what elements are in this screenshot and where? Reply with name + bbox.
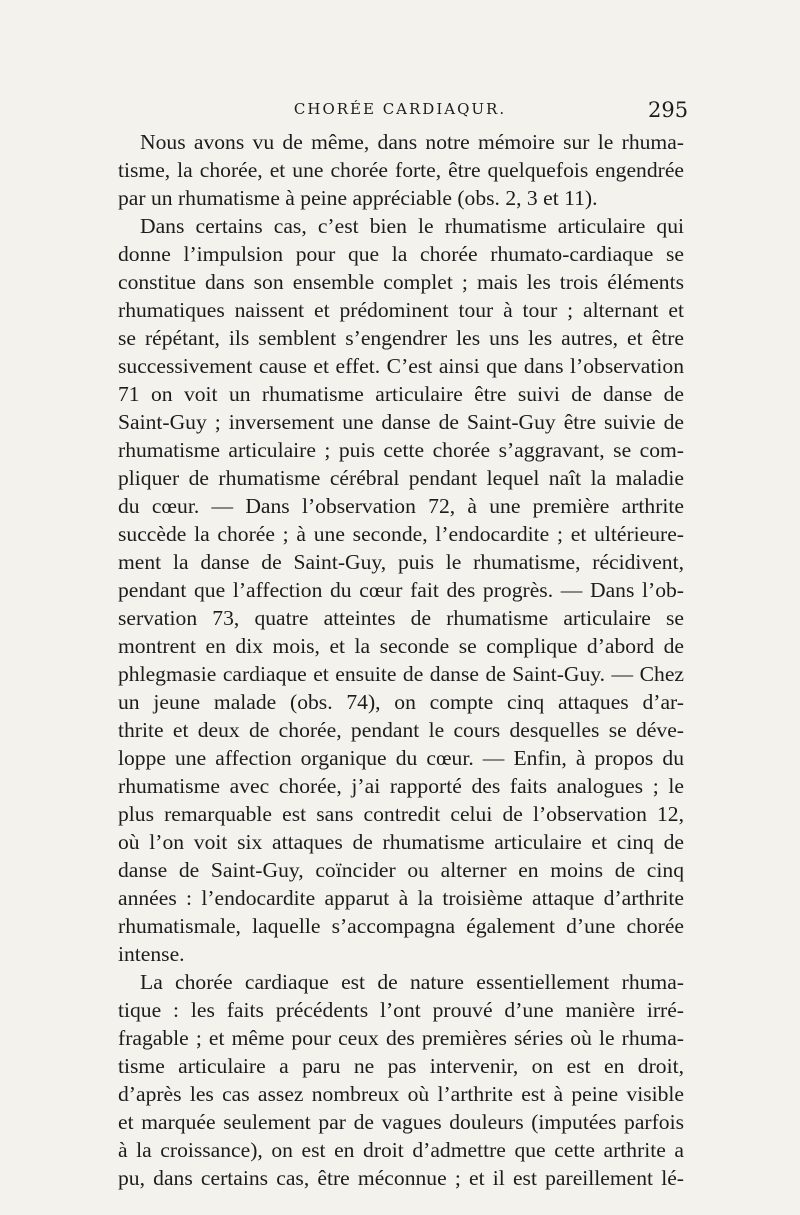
- text-line: succède la chorée ; à une seconde, l’endocardite ; et ultérieure-: [118, 522, 684, 546]
- text-line: à la croissance), on est en droit d’admettre que cette arthrite a: [118, 1138, 684, 1162]
- text-line: Nous avons vu de même, dans notre mémoire sur le rhuma-: [140, 130, 684, 154]
- text-line: montrent en dix mois, et la seconde se complique d’abord de: [118, 634, 684, 658]
- text-line: rhumatisme articulaire ; puis cette chorée s’aggravant, se com-: [118, 438, 684, 462]
- text-line: La chorée cardiaque est de nature essentiellement rhuma-: [140, 970, 684, 994]
- text-line: fragable ; et même pour ceux des premières séries où le rhuma-: [118, 1026, 684, 1050]
- text-line: intense.: [118, 942, 185, 966]
- text-line: tisme articulaire a paru ne pas intervenir, on est en droit,: [118, 1054, 684, 1078]
- text-line: tisme, la chorée, et une chorée forte, être quelquefois engendrée: [118, 158, 684, 182]
- body-text: [118, 128, 684, 1192]
- text-line: Dans certains cas, c’est bien le rhumatisme articulaire qui: [140, 214, 684, 238]
- text-line: et marquée seulement par de vagues douleurs (imputées parfois: [118, 1110, 684, 1134]
- text-line: rhumatismale, laquelle s’accompagna également d’une chorée: [118, 914, 684, 938]
- text-line: un jeune malade (obs. 74), on compte cinq attaques d’ar-: [118, 690, 684, 714]
- text-line: plus remarquable est sans contredit celui de l’observation 12,: [118, 802, 684, 826]
- text-line: tique : les faits précédents l’ont prouvé d’une manière irré-: [118, 998, 684, 1022]
- text-line: 71 on voit un rhumatisme articulaire être suivi de danse de: [118, 382, 684, 406]
- text-line: pendant que l’affection du cœur fait des progrès. — Dans l’ob-: [118, 578, 684, 602]
- text-line: pu, dans certains cas, être méconnue ; et il est pareillement lé-: [118, 1166, 684, 1190]
- text-line: d’après les cas assez nombreux où l’arthrite est à peine visible: [118, 1082, 684, 1106]
- text-line: Saint-Guy ; inversement une danse de Saint-Guy être suivie de: [118, 410, 684, 434]
- running-title: CHORÉE CARDIAQUR.: [293, 100, 507, 118]
- text-line: ment la danse de Saint-Guy, puis le rhumatisme, récidivent,: [118, 550, 684, 574]
- text-line: phlegmasie cardiaque et ensuite de danse de Saint-Guy. — Chez: [118, 662, 684, 686]
- text-line: successivement cause et effet. C’est ainsi que dans l’observation: [118, 354, 684, 378]
- text-line: du cœur. — Dans l’observation 72, à une première arthrite: [118, 494, 684, 518]
- text-line: où l’on voit six attaques de rhumatisme articulaire et cinq de: [118, 830, 684, 854]
- text-line: danse de Saint-Guy, coïncider ou alterner en moins de cinq: [118, 858, 684, 882]
- text-line: pliquer de rhumatisme cérébral pendant lequel naît la maladie: [118, 466, 684, 490]
- running-head: [0, 98, 800, 128]
- page-number: 295: [648, 98, 689, 122]
- text-line: années : l’endocardite apparut à la troisième attaque d’arthrite: [118, 886, 684, 910]
- text-line: constitue dans son ensemble complet ; mais les trois éléments: [118, 270, 684, 294]
- text-line: rhumatiques naissent et prédominent tour à tour ; alternant et: [118, 298, 684, 322]
- text-line: se répétant, ils semblent s’engendrer les uns les autres, et être: [118, 326, 684, 350]
- text-line: donne l’impulsion pour que la chorée rhumato-cardiaque se: [118, 242, 684, 266]
- text-line: thrite et deux de chorée, pendant le cours desquelles se déve-: [118, 718, 684, 742]
- text-line: servation 73, quatre atteintes de rhumatisme articulaire se: [118, 606, 684, 630]
- text-line: loppe une affection organique du cœur. — Enfin, à propos du: [118, 746, 684, 770]
- text-line: rhumatisme avec chorée, j’ai rapporté des faits analogues ; le: [118, 774, 684, 798]
- text-line: par un rhumatisme à peine appréciable (obs. 2, 3 et 11).: [118, 186, 598, 210]
